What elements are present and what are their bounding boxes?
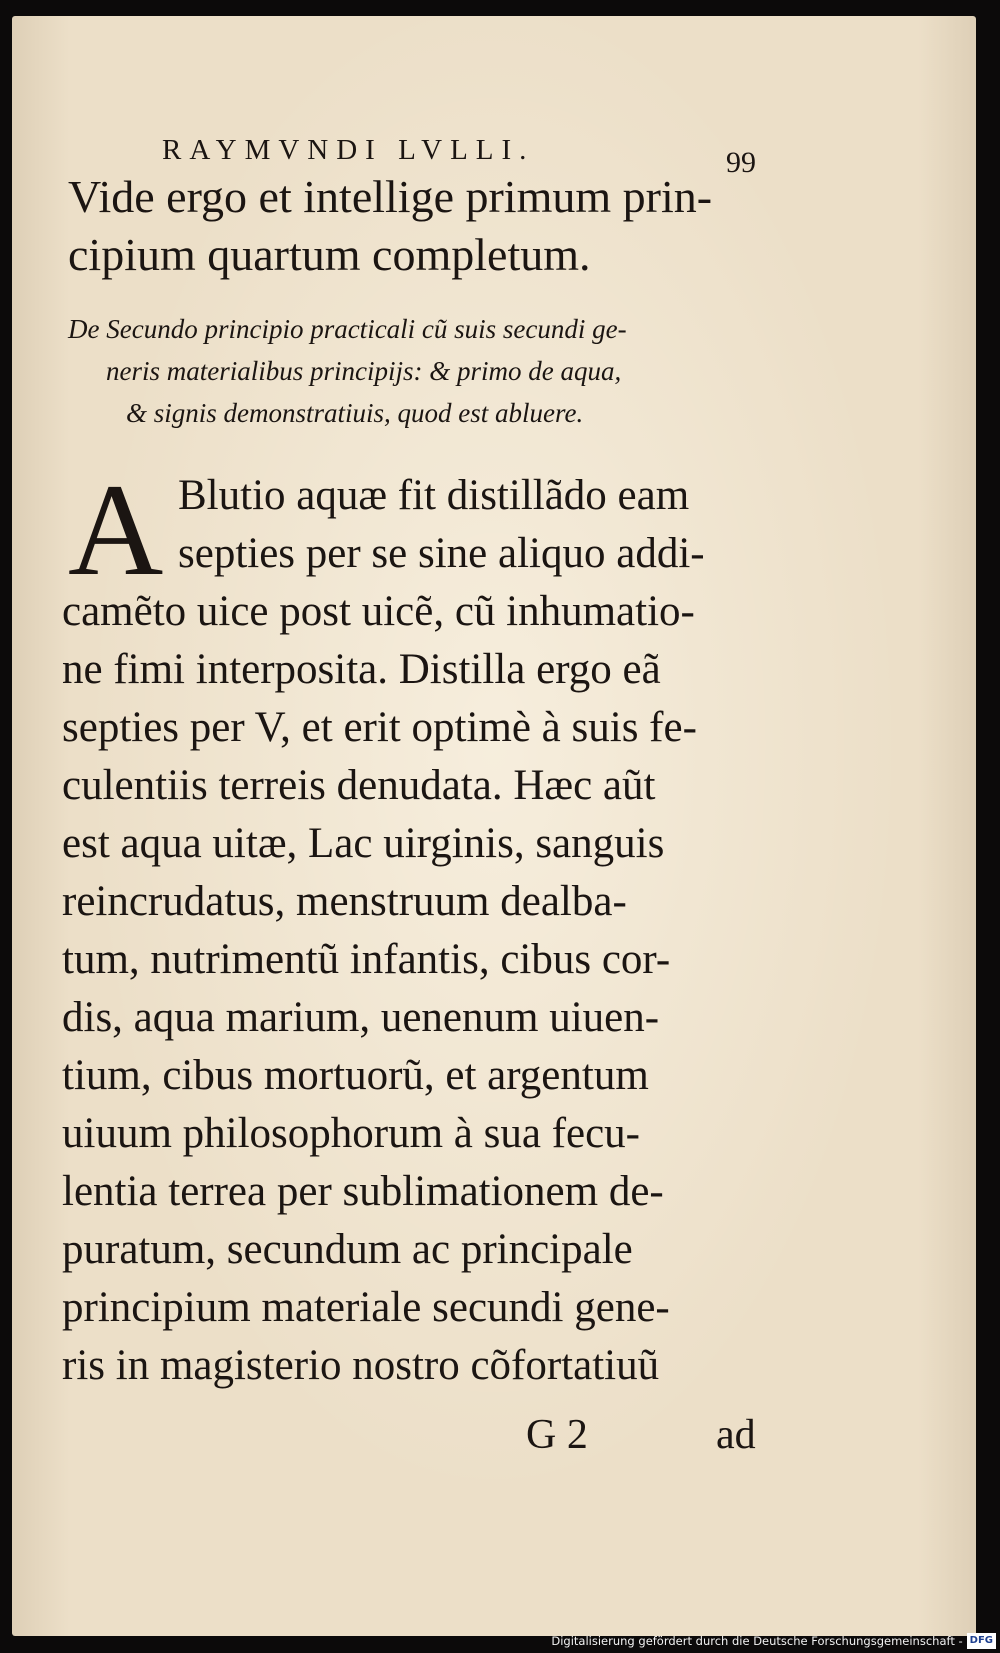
signature-mark: G 2 [526,1412,588,1458]
body-line: principium materiale secundi gene- [62,1284,670,1331]
body-line: ris in magisterio nostro cõfortatiuũ [62,1342,660,1389]
running-title: RAYMVNDI LVLLI. [162,134,535,166]
body-line: reincrudatus, menstruum dealba- [62,878,627,925]
dfg-logo-icon: DFG [967,1633,996,1649]
body-line: lentia terrea per sublimationem de- [62,1168,664,1215]
body-line: puratum, secundum ac principale [62,1226,633,1273]
body-line: tum, nutrimentũ infantis, cibus cor- [62,936,671,983]
body-line: culentiis terreis denudata. Hæc aũt [62,762,656,809]
body-line: septies per V, et erit optimè à suis fe- [62,704,697,751]
subheading-line: De Secundo principio practicali cũ suis secundi ge- [68,314,627,344]
body-line: dis, aqua marium, uenenum uiuen- [62,994,660,1041]
credit-text: Digitalisierung gefördert durch die Deutsche Forschungsgemeinschaft - [551,1634,963,1648]
subheading-line: neris materialibus principijs: & primo de aqua, [106,356,622,386]
body-line: ne fimi interposita. Distilla ergo eã [62,646,661,693]
body-line: Blutio aquæ fit distillãdo eam [178,472,690,519]
drop-cap: A [68,456,164,603]
book-page [12,16,976,1636]
body-line: septies per se sine aliquo addi- [178,530,705,577]
subheading-line: & signis demonstratiuis, quod est abluere. [126,398,584,428]
body-line: tium, cibus mortuorũ, et argentum [62,1052,649,1099]
heading-line: cipium quartum completum. [68,229,591,280]
page-number: 99 [726,146,756,179]
digitization-credit [551,1632,996,1650]
body-line: camẽto uice post uicẽ, cũ inhumatio- [62,588,695,635]
catchword: ad [716,1412,756,1458]
heading-line: Vide ergo et intellige primum prin- [68,171,713,222]
body-line: uiuum philosophorum à sua fecu- [62,1110,641,1157]
body-line: est aqua uitæ, Lac uirginis, sanguis [62,820,665,867]
